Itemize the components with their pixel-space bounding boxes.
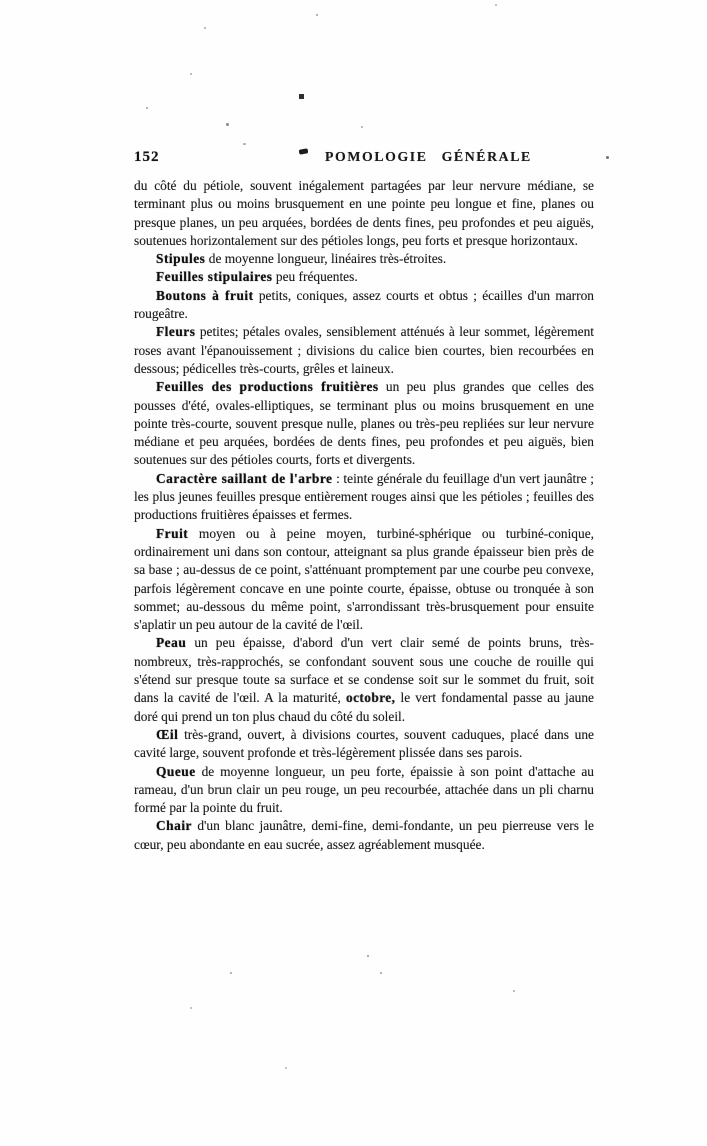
entry-text: un peu épaisse, d'abord d'un vert clair semé de points bruns, très-nombreux, très-rapprochés, se confondant souvent sous une couche de rouille qui s'étend sur presque toute sa surface et se condense soit sur le sommet du fruit, soit dans la cavité de l'œil. A la maturité,: [134, 635, 594, 706]
entry-lead-feuilles-stipulaires: Feuilles stipulaires: [156, 269, 273, 285]
entry-text: de moyenne longueur, linéaires très-étroites.: [208, 251, 447, 267]
entry-lead-stipules: Stipules: [156, 251, 206, 267]
entry-bold-maturity-month: octobre,: [345, 690, 396, 706]
paragraph-boutons-a-fruit: [134, 287, 594, 324]
scan-speck: [190, 1007, 192, 1009]
paragraph-stipules: [134, 250, 594, 268]
entry-text: petites; pétales ovales, sensiblement atténués à leur sommet, légèrement roses avant l'épanouissement ; divisions du calice bien courtes, bien recourbées en dessous; pédicelles très-courts, grêles et laineux.: [134, 324, 594, 376]
paragraph-feuilles-stipulaires: [134, 268, 594, 286]
entry-text: le vert fondamental passe au jaune doré qui prend un ton plus chaud du côté du soleil.: [134, 690, 595, 724]
entry-text: d'un blanc jaunâtre, demi-fine, demi-fondante, un peu pierreuse vers le cœur, peu abondante en eau sucrée, assez agréablement musquée.: [134, 818, 594, 852]
page-number: 152: [134, 149, 160, 165]
entry-text: moyen ou à peine moyen, turbiné-sphérique ou turbiné-conique, ordinairement uni dans son contour, atteignant sa plus grande épaisseur bien près de sa base ; au-dessus de ce point, s'atténuant promptement par une courbe peu convexe, parfois légèrement concave en une pointe courte, épaisse, obtuse ou tronquée à son sommet; au-dessous du même point, s'arrondissant très-brusquement pour ensuite s'aplatir un peu autour de la cavité de l'œil.: [134, 525, 594, 633]
entry-text: très-grand, ouvert, à divisions courtes, souvent caduques, placé dans une cavité large, souvent profonde et très-légèrement plissée dans ses parois.: [134, 726, 594, 761]
paragraph-feuilles-productions-fruitieres: [134, 378, 594, 469]
scan-speck: [243, 143, 246, 145]
scan-speck: [226, 123, 229, 126]
scan-speck: [606, 156, 609, 159]
entry-lead-peau: Peau: [156, 635, 187, 651]
scan-speck: [190, 73, 192, 75]
scan-speck: [495, 4, 497, 6]
entry-lead-feuilles-productions: Feuilles des productions fruitières: [156, 379, 379, 395]
paragraph-caractere-saillant: [134, 470, 594, 525]
scan-speck: [367, 955, 369, 957]
scan-speck: [513, 990, 515, 992]
paragraph-peau: [134, 634, 594, 725]
entry-lead-caractere-saillant: Caractère saillant de l'arbre: [156, 470, 333, 486]
running-title: POMOLOGIE GÉNÉRALE: [325, 149, 532, 164]
entry-lead-fruit: Fruit: [156, 525, 189, 541]
entry-lead-queue: Queue: [156, 763, 196, 779]
entry-text: un peu plus grandes que celles des pousses d'été, ovales-elliptiques, se terminant plus ou moins brusquement en une pointe très-courte, souvent presque nulle, planes ou très-peu repliées sur leur nervure médiane et peu arquées, bordées de dents fines, peu profondes et peu aiguës, bien soutenues sur des pétioles courts, forts et divergents.: [134, 379, 594, 468]
entry-text: petits, coniques, assez courts et obtus ; écailles d'un marron rougeâtre.: [134, 287, 594, 322]
entry-lead-boutons-a-fruit: Boutons à fruit: [156, 287, 254, 303]
scan-speck: [361, 126, 363, 128]
page-header: [134, 146, 594, 172]
paragraph-continuation: du côté du pétiole, souvent inégalement partagées par leur nervure médiane, se terminant plus ou moins brusquement en une pointe peu longue et fine, planes ou presque planes, un peu arquées, bordées de dents fines, peu profondes et peu aiguës, soutenues horizontalement sur des pétioles longs, peu forts et presque horizontaux.: [134, 178, 594, 248]
paragraph-fleurs: [134, 323, 594, 378]
paragraph-queue: [134, 763, 594, 818]
entry-text: peu fréquentes.: [275, 269, 358, 285]
entry-lead-fleurs: Fleurs: [156, 324, 196, 340]
entry-text: de moyenne longueur, un peu forte, épaissie à son point d'attache au rameau, d'un brun clair un peu rouge, un peu recourbée, attachée dans un pli charnu formé par la pointe du fruit.: [134, 763, 594, 816]
scan-speck: [204, 27, 206, 29]
entry-lead-chair: Chair: [156, 818, 192, 834]
paragraph-chair: [134, 817, 594, 854]
scan-speck: [299, 94, 304, 99]
paragraph-oeil: [134, 726, 594, 763]
scan-speck: [316, 14, 318, 16]
scan-speck: [380, 972, 382, 974]
scan-speck: [146, 107, 148, 109]
scan-speck: [230, 972, 232, 974]
text-column: [134, 177, 594, 854]
entry-text: : teinte générale du feuillage d'un vert jaunâtre ; les plus jeunes feuilles presque entièrement rouges ainsi que les pétioles ; feuilles des productions fruitières épaisses et fermes.: [134, 470, 594, 523]
paragraph-fruit: [134, 525, 594, 635]
scan-speck: [285, 1067, 287, 1069]
entry-lead-oeil: Œil: [156, 726, 179, 742]
